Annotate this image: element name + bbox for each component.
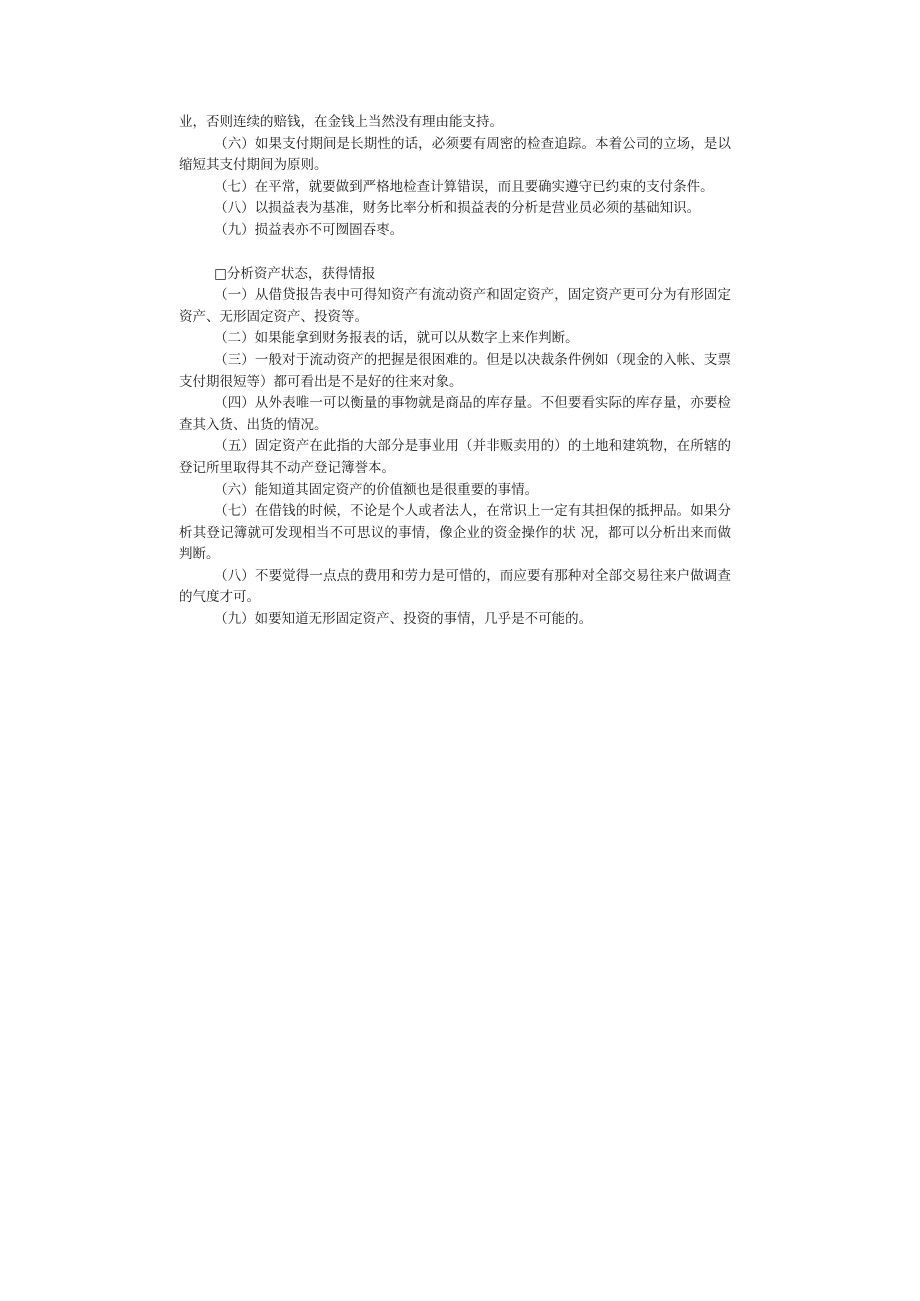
asset-item-4: （四）从外表唯一可以衡量的事物就是商品的库存量。不但要看实际的库存量，亦要检查其入货、出货的情况。 — [179, 395, 731, 433]
asset-item-2: （二）如果能拿到财务报表的话，就可以从数字上来作判断。 — [214, 330, 579, 347]
asset-item-3: （三）一般对于流动资产的把握是很困难的。但是以决裁条件例如（现金的入帐、支票支付期很短等）都可看出是不是好的往来对象。 — [179, 351, 731, 390]
paragraph-continuation: 业，否则连续的赔钱，在金钱上当然没有理由能支持。 — [179, 114, 503, 130]
asset-item-5: （五）固定资产在此指的大部分是事业用（并非贩卖用的）的土地和建筑物，在所辖的登记所里取得其不动产登记簿誉本。 — [179, 438, 731, 476]
paragraph-item-9: （九）损益表亦不可囫圄吞枣。 — [214, 221, 404, 238]
asset-item-1: （一）从借贷报告表中可得知资产有流动资产和固定资产，固定资产更可分为有形固定资产、无形固定资产、投资等。 — [179, 287, 731, 325]
section-heading: □分析资产状态，获得情报 — [214, 265, 376, 282]
paragraph-item-8: （八）以损益表为基准，财务比率分析和损益表的分析是营业员必须的基础知识。 — [214, 200, 701, 217]
section-spacer — [179, 242, 731, 264]
document-body — [179, 112, 731, 631]
asset-item-9: （九）如要知道无形固定资产、投资的事情，几乎是不可能的。 — [214, 611, 593, 628]
asset-item-6: （六）能知道其固定资产的价值额也是很重要的事情。 — [214, 481, 539, 498]
paragraph-item-7: （七）在平常，就要做到严格地检查计算错误，而且要确实遵守已约束的支付条件。 — [214, 178, 714, 195]
paragraph-item-6: （六）如果支付期间是长期性的话，必须要有周密的检查追踪。本着公司的立场，是以缩短其支付期间为原则。 — [179, 135, 731, 174]
asset-item-8: （八）不要觉得一点点的费用和劳力是可惜的，而应要有那种对全部交易往来户做调查的气度才可。 — [179, 567, 731, 606]
asset-item-7: （七）在借钱的时候，不论是个人或者法人，在常识上一定有其担保的抵押品。如果分析其登记簿就可发现相当不可思议的事情，像企业的资金操作的状 况，都可以分析出来而做判断。 — [179, 503, 731, 563]
